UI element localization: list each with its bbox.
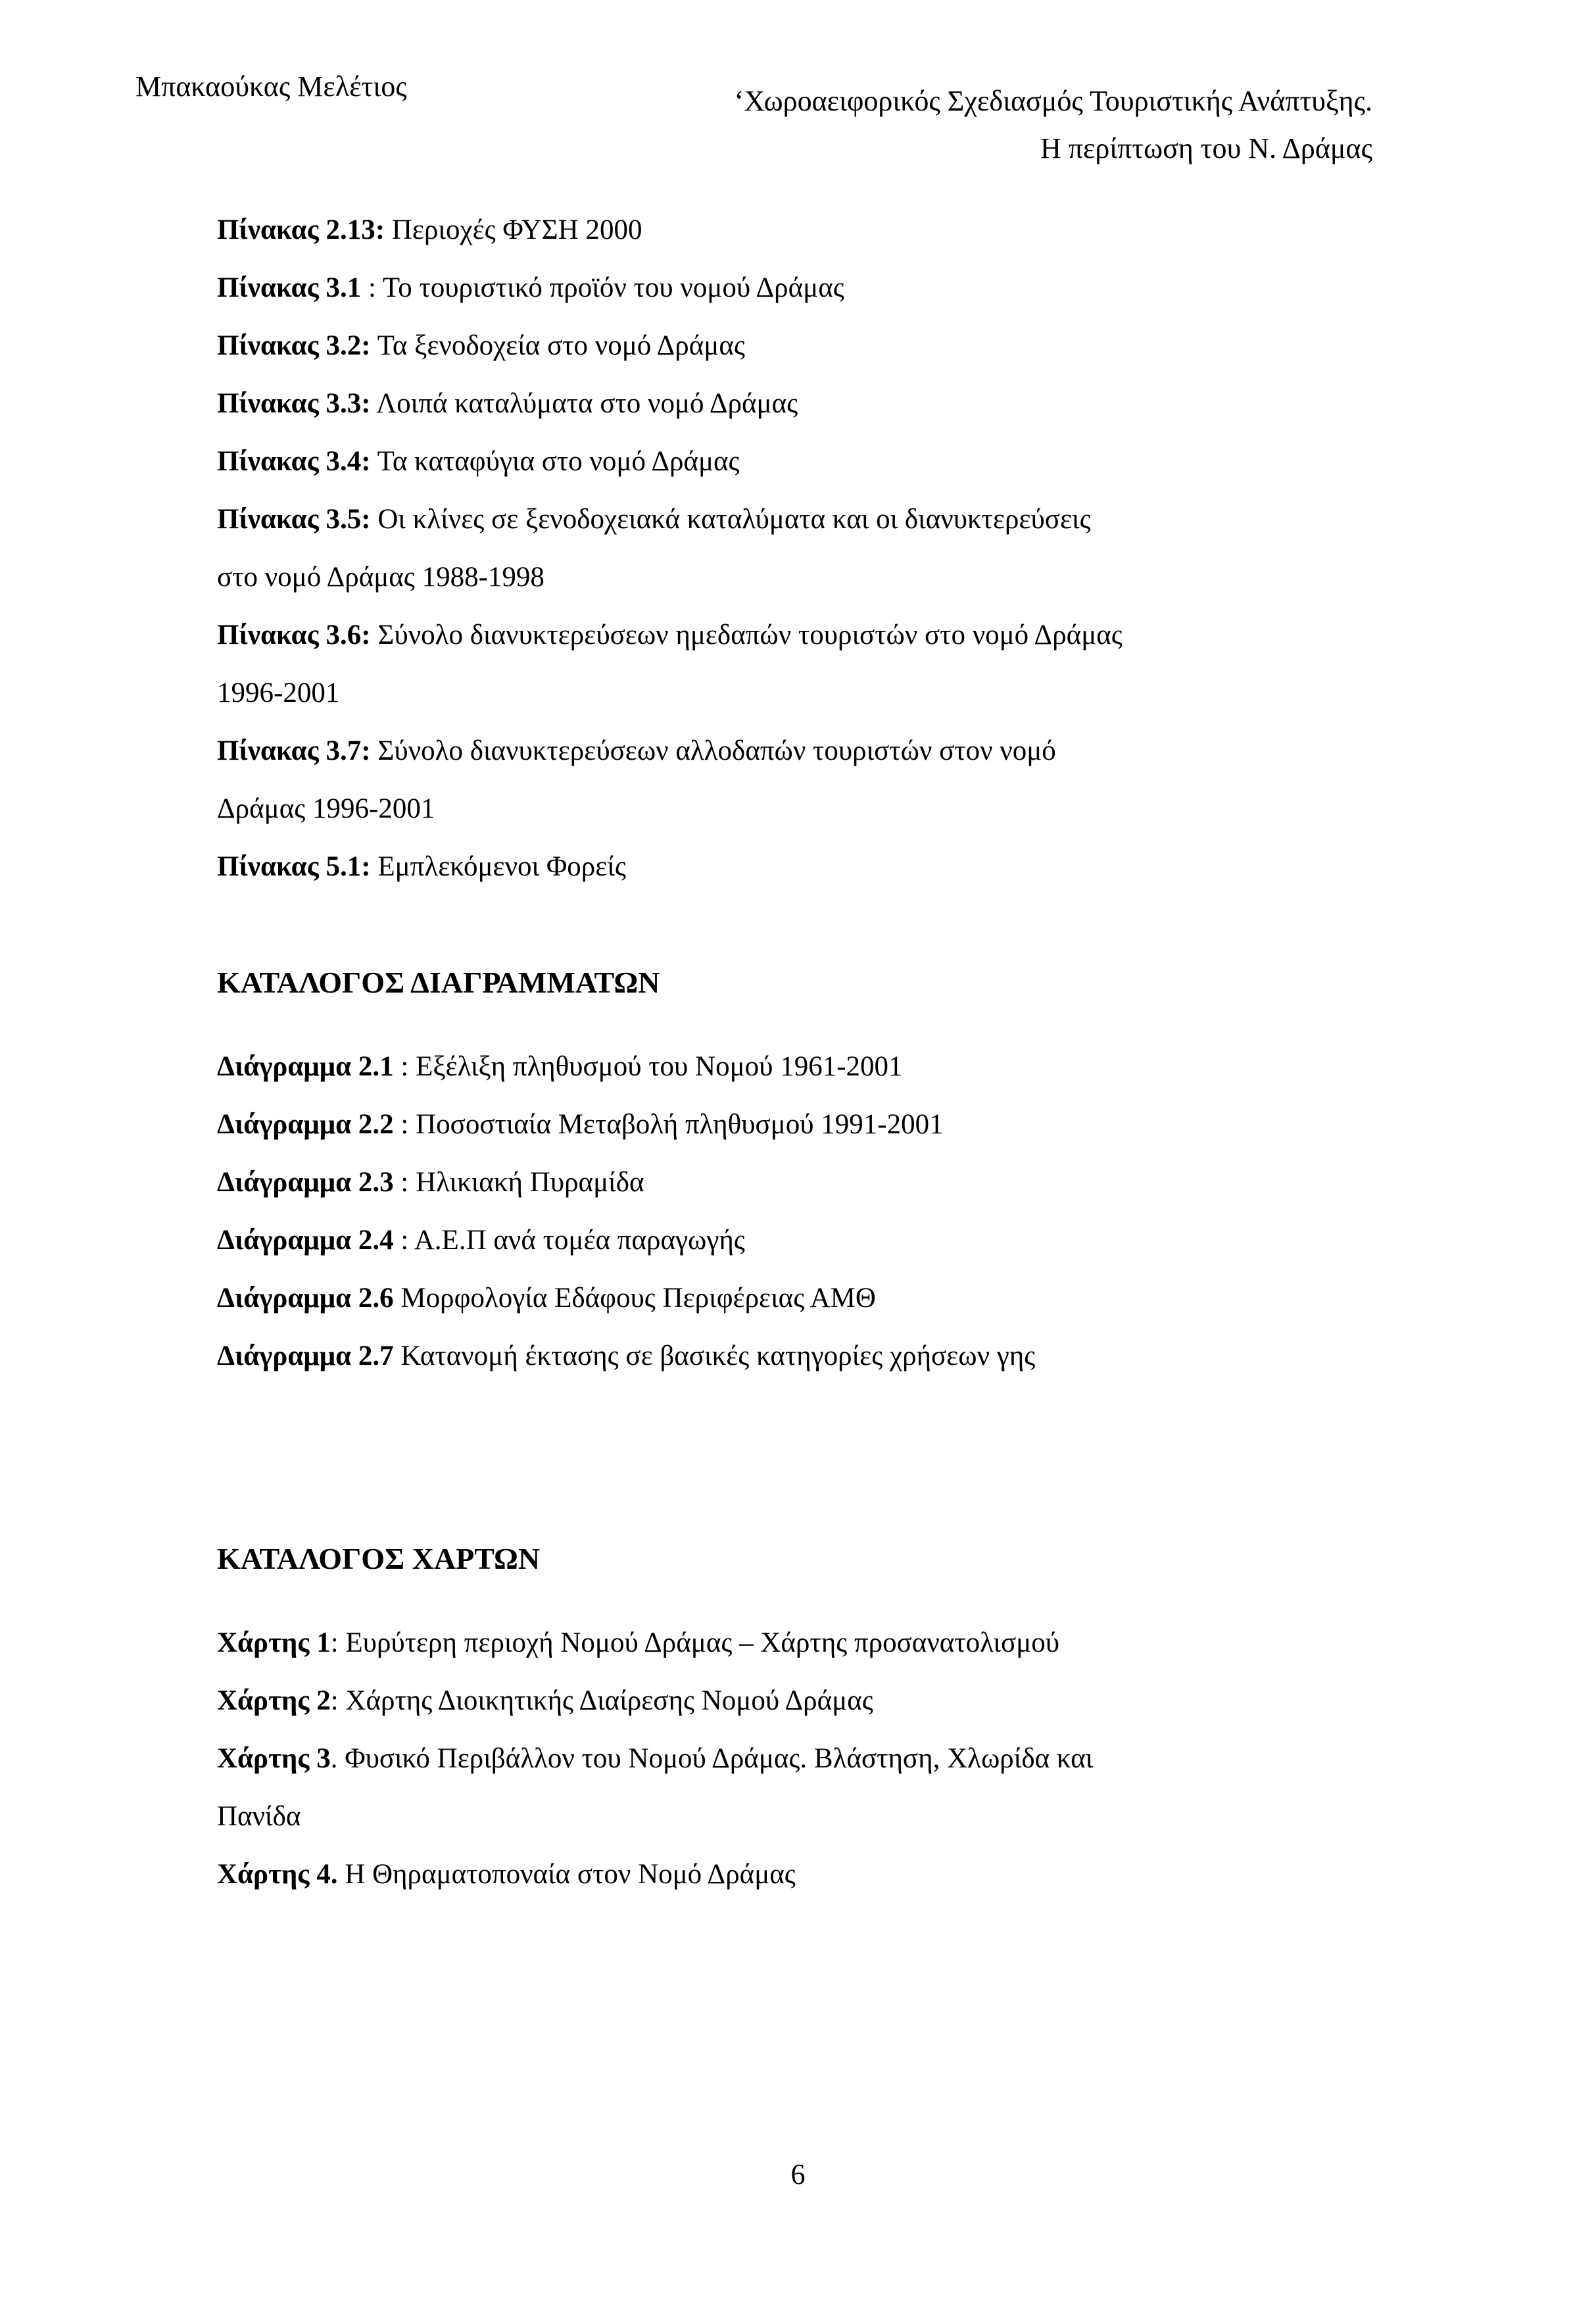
entry-text: Οι κλίνες σε ξενοδοχειακά καταλύματα και οι διανυκτερεύσεις xyxy=(370,504,1091,535)
page-number: 6 xyxy=(790,2158,806,2190)
entry-label: Χάρτης 3 xyxy=(217,1743,331,1774)
entry-label: Πίνακας 3.6: xyxy=(217,620,371,651)
entry-text: Τα καταφύγια στο νομό Δράμας xyxy=(370,446,740,477)
table-entry xyxy=(217,259,1374,317)
entry-text: : Ποσοστιαία Μεταβολή πληθυσμού 1991-2001 xyxy=(393,1109,944,1140)
entry-label: Πίνακας 3.4: xyxy=(217,446,371,477)
header-title-line2: Η περίπτωση του Ν. Δράμας xyxy=(1040,132,1372,164)
map-entry xyxy=(217,1846,1374,1904)
entry-text: Λοιπά καταλύματα στο νομό Δράμας xyxy=(370,388,798,419)
diagram-entry xyxy=(217,1212,1374,1269)
entry-text: Μορφολογία Εδάφους Περιφέρειας ΑΜΘ xyxy=(393,1283,876,1314)
entry-text: Σύνολο διανυκτερεύσεων ημεδαπών τουριστών στο νομό Δράμας xyxy=(370,620,1123,651)
table-entry-continuation: στο νομό Δράμας 1988-1998 xyxy=(217,562,544,593)
diagram-entry xyxy=(217,1096,1374,1154)
table-entry-continuation: 1996-2001 xyxy=(217,678,340,708)
entry-text: : Το τουριστικό προϊόν του νομού Δράμας xyxy=(361,272,844,303)
entry-label: Διάγραμμα 2.6 xyxy=(217,1283,394,1314)
map-entry xyxy=(217,1614,1374,1672)
entry-text: : Α.Ε.Π ανά τομέα παραγωγής xyxy=(393,1225,745,1256)
entry-label: Διάγραμμα 2.4 xyxy=(217,1225,394,1256)
table-entry xyxy=(217,491,1374,549)
entry-text: Σύνολο διανυκτερεύσεων αλλοδαπών τουριστών στον νομό xyxy=(370,735,1056,766)
entry-text: Εμπλεκόμενοι Φορείς xyxy=(370,851,626,882)
table-entry xyxy=(217,606,1374,664)
entry-label: Πίνακας 3.7: xyxy=(217,735,371,766)
tables-list xyxy=(217,201,1374,896)
entry-label: Χάρτης 4. xyxy=(217,1859,338,1890)
entry-label: Διάγραμμα 2.1 xyxy=(217,1051,394,1082)
diagram-entry xyxy=(217,1327,1374,1385)
header-title-line1: ‘Χωροαειφορικός Σχεδιασμός Τουριστικής Ανάπτυξης. xyxy=(734,85,1372,117)
entry-text: : Εξέλιξη πληθυσμού του Νομού 1961-2001 xyxy=(393,1051,903,1082)
entry-text: Τα ξενοδοχεία στο νομό Δράμας xyxy=(370,330,745,361)
entry-label: Πίνακας 3.5: xyxy=(217,504,371,535)
table-entry xyxy=(217,375,1374,433)
entry-label: Διάγραμμα 2.3 xyxy=(217,1167,394,1198)
entry-text: Περιοχές ΦΥΣΗ 2000 xyxy=(385,214,642,245)
entry-label: Πίνακας 3.3: xyxy=(217,388,371,419)
diagram-entry xyxy=(217,1038,1374,1096)
header-author: Μπακαούκας Μελέτιος xyxy=(135,70,407,103)
entry-label: Πίνακας 2.13: xyxy=(217,214,385,245)
entry-label: Διάγραμμα 2.7 xyxy=(217,1341,394,1371)
table-entry xyxy=(217,838,1374,896)
map-entry xyxy=(217,1730,1374,1788)
entry-text: : Ευρύτερη περιοχή Νομού Δράμας – Χάρτης προσανατολισμού xyxy=(330,1627,1060,1658)
entry-label: Χάρτης 1 xyxy=(217,1627,331,1658)
maps-section-title: ΚΑΤΑΛΟΓΟΣ ΧΑΡΤΩΝ xyxy=(217,1542,541,1575)
table-entry xyxy=(217,433,1374,491)
entry-text: . Φυσικό Περιβάλλον του Νομού Δράμας. Βλάστηση, Χλωρίδα και xyxy=(330,1743,1094,1774)
table-of-contents xyxy=(217,201,1374,1904)
maps-list xyxy=(217,1614,1374,1904)
entry-text: Κατανομή έκτασης σε βασικές κατηγορίες χρήσεων γης xyxy=(393,1341,1036,1371)
entry-label: Διάγραμμα 2.2 xyxy=(217,1109,394,1140)
map-entry-continuation: Πανίδα xyxy=(217,1801,301,1832)
table-entry-continuation: Δράμας 1996-2001 xyxy=(217,793,435,824)
entry-label: Πίνακας 3.1 xyxy=(217,272,362,303)
table-entry xyxy=(217,317,1374,375)
table-entry xyxy=(217,722,1374,780)
diagram-entry xyxy=(217,1154,1374,1212)
entry-label: Πίνακας 3.2: xyxy=(217,330,371,361)
diagram-entry xyxy=(217,1269,1374,1327)
entry-text: : Ηλικιακή Πυραμίδα xyxy=(393,1167,644,1198)
entry-label: Χάρτης 2 xyxy=(217,1685,331,1716)
table-entry xyxy=(217,201,1374,259)
entry-text: Η Θηραματοποναία στον Νομό Δράμας xyxy=(337,1859,796,1890)
diagrams-section-title: ΚΑΤΑΛΟΓΟΣ ΔΙΑΓΡΑΜΜΑΤΩΝ xyxy=(217,966,660,999)
diagrams-list xyxy=(217,1038,1374,1385)
entry-text: : Χάρτης Διοικητικής Διαίρεσης Νομού Δράμας xyxy=(330,1685,873,1716)
map-entry xyxy=(217,1672,1374,1730)
header-title xyxy=(735,78,1372,172)
entry-label: Πίνακας 5.1: xyxy=(217,851,371,882)
